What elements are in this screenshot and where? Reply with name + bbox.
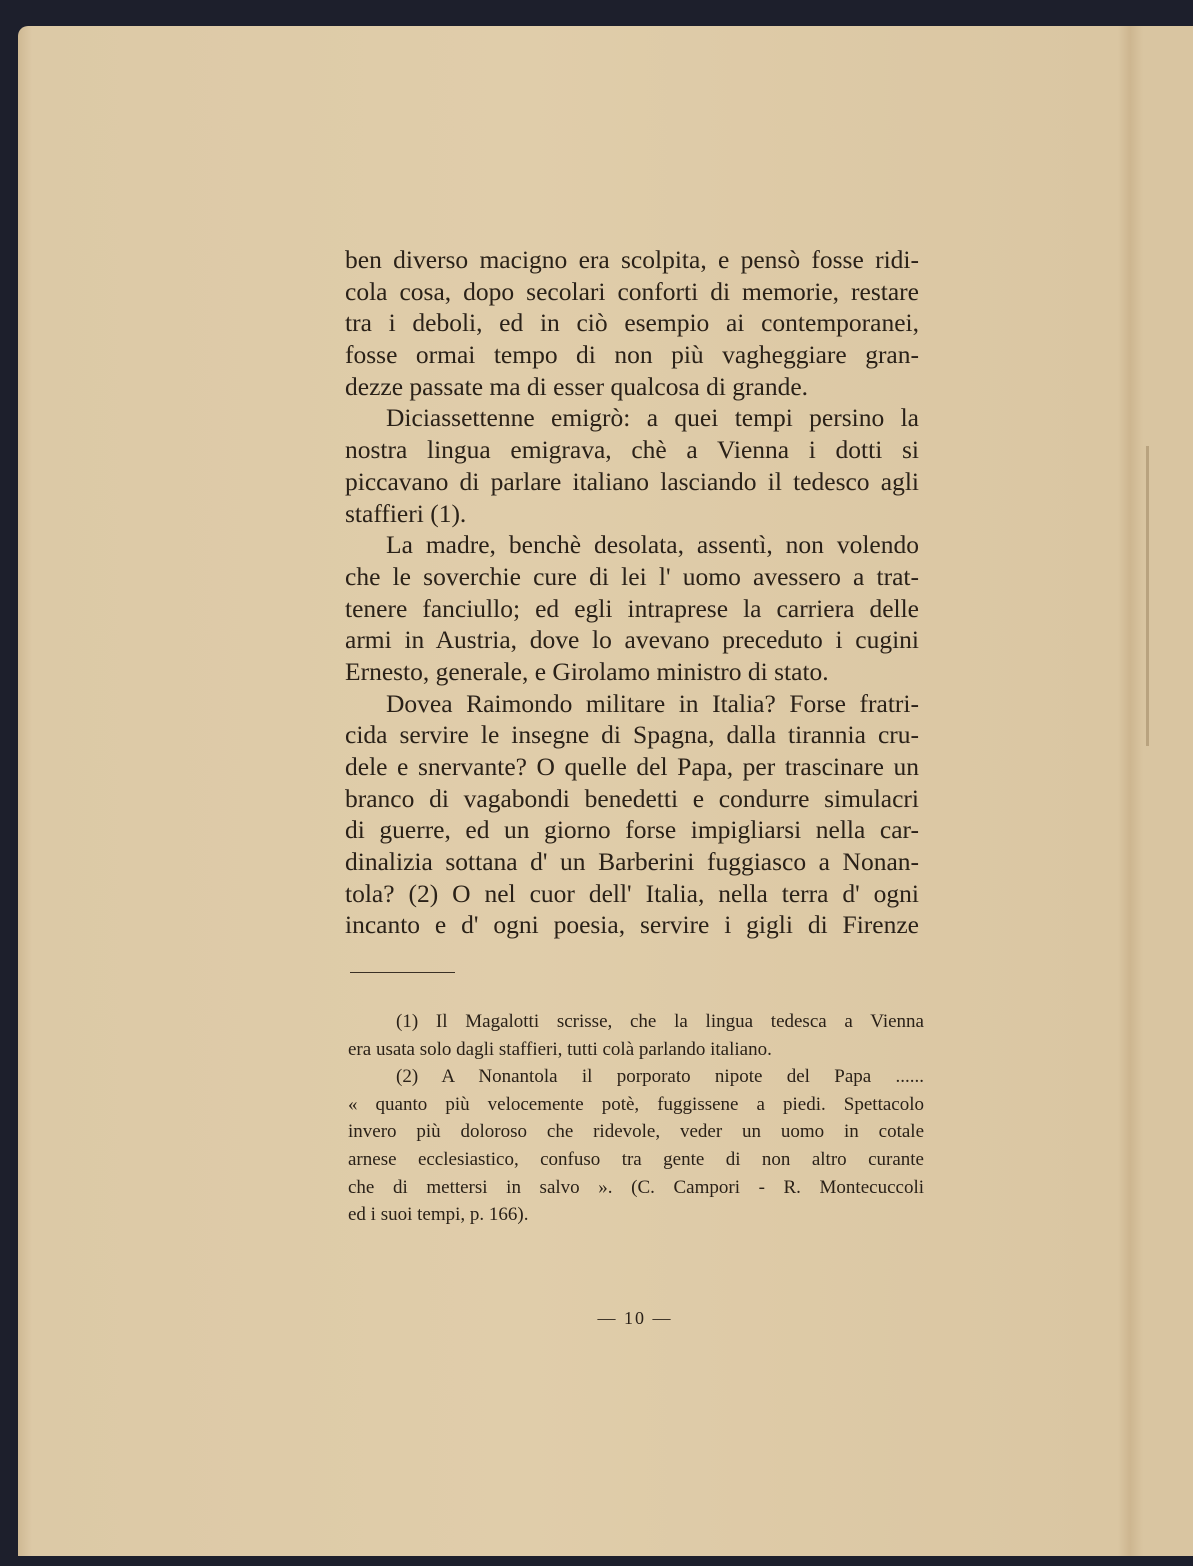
text-line: Diciassettenne emigrò: a quei tempi persino la (386, 403, 919, 433)
text-line: dinalizia sottana d' un Barberini fuggiasco a Nonan- (345, 847, 919, 877)
footnote-line: che di mettersi in salvo ». (C. Campori - R. Montecuccoli (348, 1176, 924, 1198)
text-line: armi in Austria, dove lo avevano preceduto i cugini (345, 625, 919, 655)
footnote-line: « quanto più velocemente potè, fuggissene a piedi. Spettacolo (348, 1093, 924, 1115)
footnote-separator (350, 972, 455, 973)
text-line: cida servire le insegne di Spagna, dalla tirannia cru- (345, 720, 919, 750)
text-line: che le soverchie cure di lei l' uomo avessero a trat- (345, 561, 919, 591)
text-line: La madre, benchè desolata, assentì, non volendo (386, 530, 919, 560)
text-line: Dovea Raimondo militare in Italia? Forse fratri- (386, 688, 919, 718)
text-line: incanto e d' ogni poesia, servire i gigli di Firenze (345, 910, 919, 940)
text-line: Ernesto, generale, e Girolamo ministro di stato. (345, 656, 829, 686)
text-line: fosse ormai tempo di non più vagheggiare gran- (345, 340, 919, 370)
footnote-line: (2) A Nonantola il porporato nipote del Papa ...... (396, 1066, 924, 1088)
text-line: di guerre, ed un giorno forse impigliarsi nella car- (345, 815, 919, 845)
page-number: — 10 — (597, 1308, 673, 1328)
text-line: staffieri (1). (345, 498, 467, 528)
text-line: piccavano di parlare italiano lasciando il tedesco agli (345, 466, 919, 496)
footnotes (348, 1008, 924, 1229)
footnote-line: invero più doloroso che ridevole, veder un uomo in cotale (348, 1121, 924, 1143)
page-edge (1146, 446, 1149, 746)
text-line: nostra lingua emigrava, chè a Vienna i dotti si (345, 435, 919, 465)
text-line: tra i deboli, ed in ciò esempio ai contemporanei, (345, 308, 919, 338)
main-text (345, 244, 919, 941)
footnote-line: ed i suoi tempi, p. 166). (348, 1204, 529, 1226)
text-line: dele e snervante? O quelle del Papa, per trascinare un (345, 752, 919, 781)
footnote-line: era usata solo dagli staffieri, tutti colà parlando italiano. (348, 1038, 772, 1060)
text-line: branco di vagabondi benedetti e condurre simulacri (345, 783, 919, 813)
footnote-line: arnese ecclesiastico, confuso tra gente di non altro curante (348, 1148, 924, 1170)
footnote-line: (1) Il Magalotti scrisse, che la lingua tedesca a Vienna (396, 1011, 924, 1032)
text-line: ben diverso macigno era scolpita, e pensò fosse ridi- (345, 245, 919, 274)
text-line: tenere fanciullo; ed egli intraprese la carriera delle (345, 593, 919, 623)
text-line: tola? (2) O nel cuor dell' Italia, nella terra d' ogni (345, 878, 919, 908)
text-line: dezze passate ma di esser qualcosa di grande. (345, 371, 809, 401)
text-line: cola cosa, dopo secolari conforti di memorie, restare (345, 276, 919, 306)
